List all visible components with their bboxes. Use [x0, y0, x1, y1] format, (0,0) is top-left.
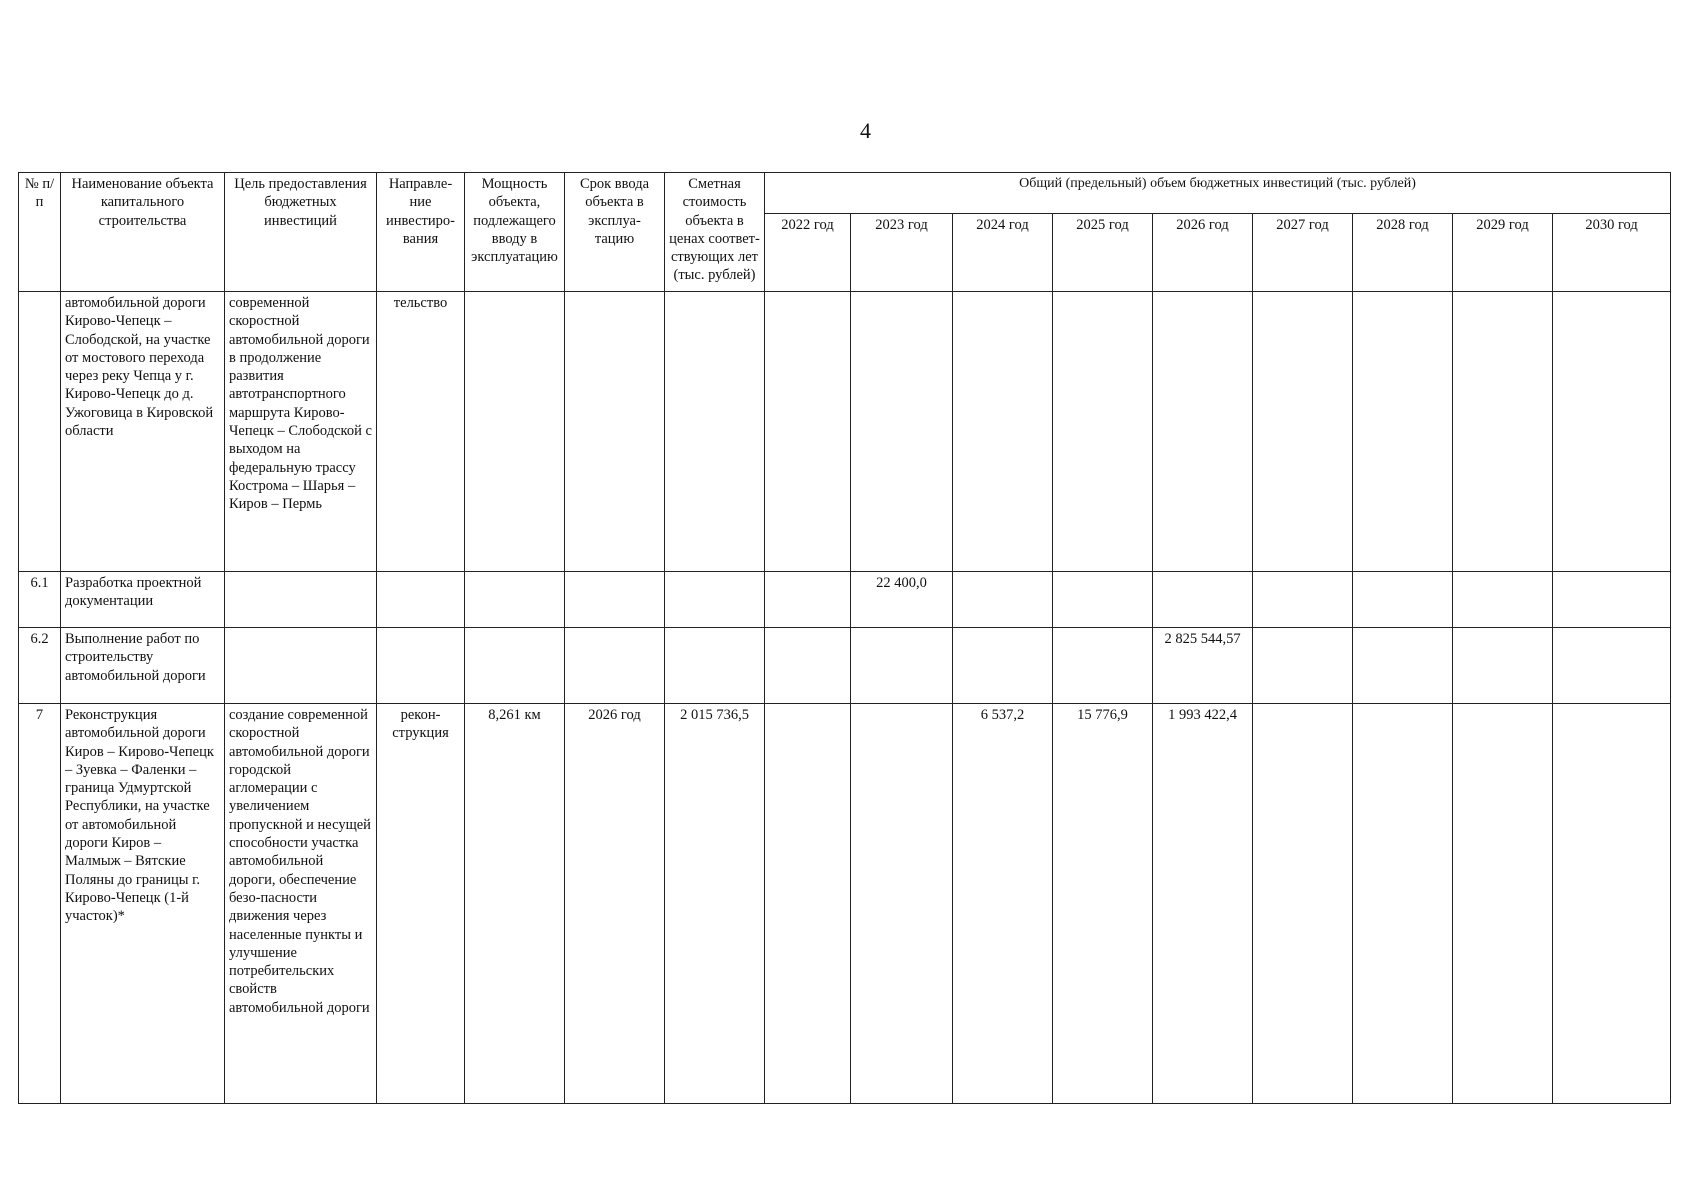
header-year-2028: 2028 год — [1353, 214, 1453, 292]
row-value-2028 — [1353, 704, 1453, 1104]
row-value-2027 — [1253, 572, 1353, 628]
row-value-2025 — [1053, 572, 1153, 628]
page-number: 4 — [860, 118, 871, 143]
row-goal: современной скоростной автомобильной дороги в продолжение развития автотранспортного маршрута Кирово-Чепецк – Слободской с выходом на федеральную трассу Кострома – Шарья – Киров – Пермь — [225, 292, 377, 572]
header-row-1 — [19, 173, 1671, 214]
row-value-2029 — [1453, 628, 1553, 704]
header-term: Срок ввода объекта в эксплуа-тацию — [565, 173, 665, 292]
row-value-2023 — [851, 292, 953, 572]
row-name: Реконструкция автомобильной дороги Киров – Кирово-Чепецк – Зуевка – Фаленки – граница Удмуртской Республики, на участке от автомобильной дороги Киров – Малмыж – Вятские Поляны до границы г. Кирово-Чепецк (1-й участок)* — [61, 704, 225, 1104]
row-value-2030 — [1553, 292, 1671, 572]
row-term — [565, 572, 665, 628]
row-cost: 2 015 736,5 — [665, 704, 765, 1104]
row-value-2023: 22 400,0 — [851, 572, 953, 628]
header-year-2027: 2027 год — [1253, 214, 1353, 292]
row-goal: создание современной скоростной автомобильной дороги городской агломерации с увеличением пропускной и несущей способности участка автомобильной дороги, обеспечение безо-пасности движения через населенные пункты и улучшение потребительских свойств автомобильной дороги — [225, 704, 377, 1104]
row-value-2030 — [1553, 572, 1671, 628]
row-value-2024 — [953, 628, 1053, 704]
row-name: Выполнение работ по строительству автомобильной дороги — [61, 628, 225, 704]
row-value-2027 — [1253, 628, 1353, 704]
header-capacity: Мощность объекта, подлежащего вводу в эксплуатацию — [465, 173, 565, 292]
row-value-2023 — [851, 704, 953, 1104]
row-value-2025 — [1053, 292, 1153, 572]
header-total-volume: Общий (предельный) объем бюджетных инвестиций (тыс. рублей) — [765, 173, 1671, 214]
row-term — [565, 628, 665, 704]
row-num: 7 — [19, 704, 61, 1104]
row-value-2023 — [851, 628, 953, 704]
row-value-2028 — [1353, 572, 1453, 628]
table-row — [19, 704, 1671, 1104]
row-num: 6.1 — [19, 572, 61, 628]
table-row — [19, 292, 1671, 572]
row-capacity — [465, 572, 565, 628]
row-term: 2026 год — [565, 704, 665, 1104]
row-direction — [377, 572, 465, 628]
row-cost — [665, 292, 765, 572]
row-value-2022 — [765, 704, 851, 1104]
row-capacity — [465, 292, 565, 572]
row-cost — [665, 572, 765, 628]
row-cost — [665, 628, 765, 704]
row-value-2024: 6 537,2 — [953, 704, 1053, 1104]
header-num: № п/п — [19, 173, 61, 292]
row-goal — [225, 572, 377, 628]
row-num: 6.2 — [19, 628, 61, 704]
header-year-2030: 2030 год — [1553, 214, 1671, 292]
row-direction — [377, 628, 465, 704]
row-value-2029 — [1453, 704, 1553, 1104]
row-value-2026: 1 993 422,4 — [1153, 704, 1253, 1104]
row-capacity — [465, 628, 565, 704]
row-value-2026: 2 825 544,57 — [1153, 628, 1253, 704]
row-value-2027 — [1253, 292, 1353, 572]
row-value-2030 — [1553, 628, 1671, 704]
header-year-2022: 2022 год — [765, 214, 851, 292]
row-value-2022 — [765, 572, 851, 628]
row-value-2029 — [1453, 572, 1553, 628]
header-cost: Сметная стоимость объекта в ценах соответ-ствующих лет (тыс. рублей) — [665, 173, 765, 292]
row-num — [19, 292, 61, 572]
row-direction: тельство — [377, 292, 465, 572]
row-value-2029 — [1453, 292, 1553, 572]
row-value-2022 — [765, 292, 851, 572]
row-direction: рекон-струкция — [377, 704, 465, 1104]
row-value-2028 — [1353, 292, 1453, 572]
table-row — [19, 572, 1671, 628]
table-row — [19, 628, 1671, 704]
row-goal — [225, 628, 377, 704]
row-value-2026 — [1153, 292, 1253, 572]
row-value-2022 — [765, 628, 851, 704]
budget-investment-table — [18, 172, 1671, 1104]
row-value-2024 — [953, 292, 1053, 572]
row-capacity: 8,261 км — [465, 704, 565, 1104]
row-value-2026 — [1153, 572, 1253, 628]
row-value-2025: 15 776,9 — [1053, 704, 1153, 1104]
row-value-2024 — [953, 572, 1053, 628]
header-year-2029: 2029 год — [1453, 214, 1553, 292]
header-direction: Направле-ние инвестиро-вания — [377, 173, 465, 292]
row-name: автомобильной дороги Кирово-Чепецк – Слободской, на участке от мостового перехода через реку Чепца у г. Кирово-Чепецк до д. Ужоговица в Кировской области — [61, 292, 225, 572]
row-value-2027 — [1253, 704, 1353, 1104]
header-goal: Цель предоставления бюджетных инвестиций — [225, 173, 377, 292]
header-year-2023: 2023 год — [851, 214, 953, 292]
row-value-2025 — [1053, 628, 1153, 704]
header-year-2026: 2026 год — [1153, 214, 1253, 292]
row-value-2028 — [1353, 628, 1453, 704]
row-name: Разработка проектной документации — [61, 572, 225, 628]
header-name: Наименование объекта капитального строительства — [61, 173, 225, 292]
header-year-2024: 2024 год — [953, 214, 1053, 292]
row-value-2030 — [1553, 704, 1671, 1104]
row-term — [565, 292, 665, 572]
header-year-2025: 2025 год — [1053, 214, 1153, 292]
